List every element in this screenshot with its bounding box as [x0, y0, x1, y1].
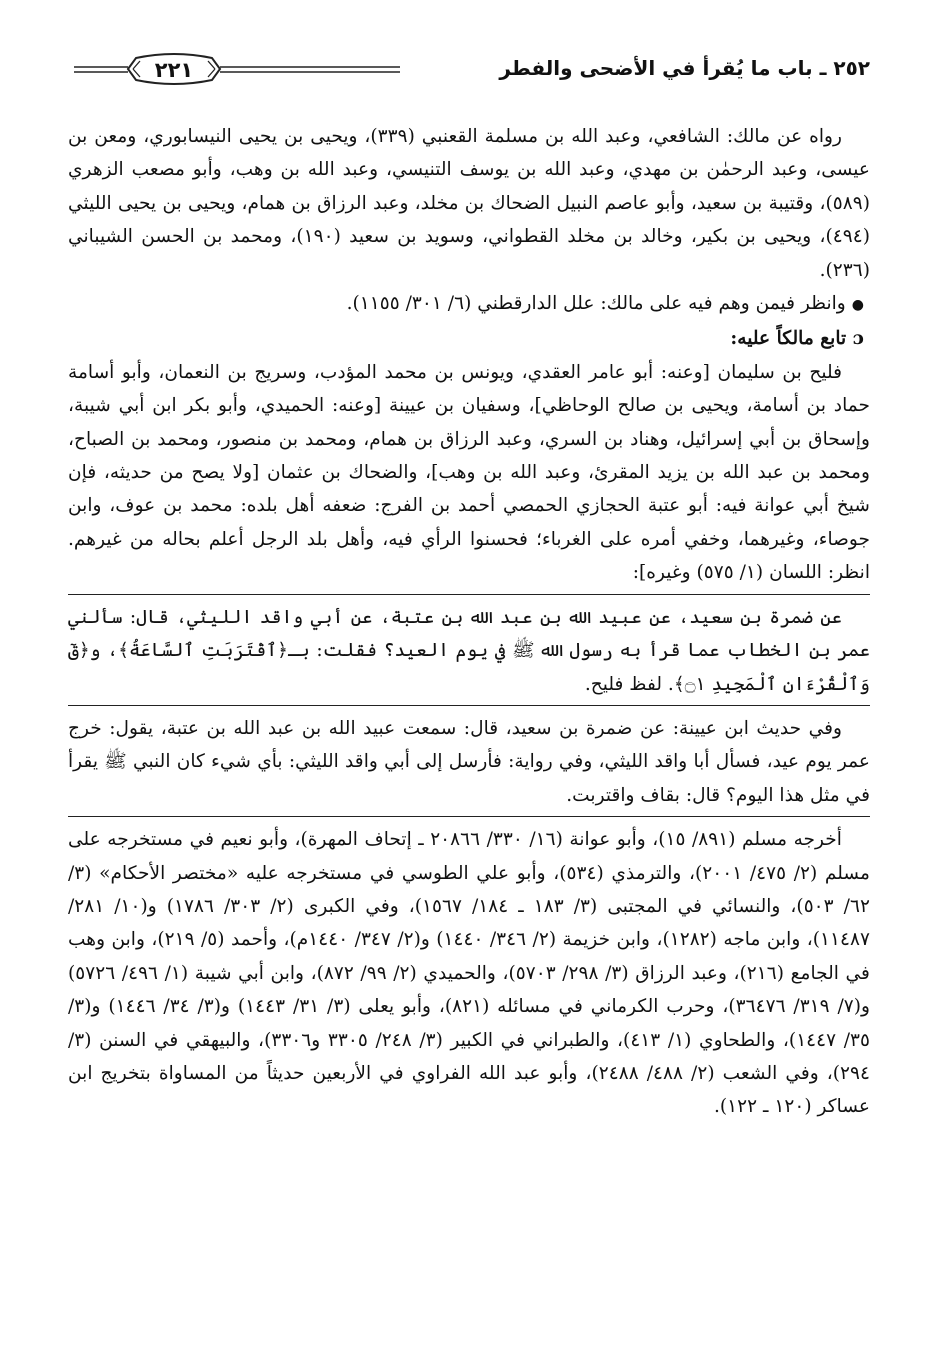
followers-paragraph: فليح بن سليمان [وعنه: أبو عامر العقدي، ويونس بن محمد المؤدب، وسريج بن النعمان، وأبو أسامة حماد بن أسامة، ويحيى بن صالح الوحاظي]، وسفيان بن عيينة [وعنه: الحميدي، وأبو بكر ابن أبي شيبة، وإسحاق بن أبي إسرائيل، وهناد بن السري، وعبد الرزاق بن همام، ومحمد بن منصور، ومحمد بن الصباح، ومحمد بن عبد الله بن يزيد المقرئ، وعبد الله بن وهب]، والضحاك بن عثمان [ولا يصح من حديثه، فإن شيخ أبي عوانة فيه: أبو عتبة الحجازي الحمصي أحمد بن الفرج: ضعفه أهل بلده: محمد بن عوف، وابن جوصاء، وغيرهما، وخفي أمره على الغرباء؛ فحسنوا الرأي فيه، وأهل بلد الرجل أعلم بحاله من غيرهم. انظر: اللسان (١/ ٥٧٥) وغيره]: [68, 361, 870, 584]
divider [68, 594, 870, 595]
page-header [70, 44, 870, 104]
page-body [68, 120, 870, 1124]
section-heading [68, 322, 870, 355]
narrators-paragraph: رواه عن مالك: الشافعي، وعبد الله بن مسلمة القعنبي (٣٣٩)، ويحيى بن يحيى النيسابوري، ومعن بن عيسى، وعبد الرحمٰن بن مهدي، وعبد الله بن يوسف التنيسي، وعبد الله بن وهب، وأبو مصعب الزهري (٥٨٩)، وقتيبة بن سعيد، وأبو عاصم النبيل الضحاك بن مخلد، وعبد الرزاق بن همام، ويحيى بن يحيى الليثي (٤٩٤)، ويحيى بن بكير، وخالد بن مخلد القطواني، وسويد بن سعيد (١٩٠)، ومحمد بن الحسن الشيباني (٢٣٦). [68, 126, 870, 281]
note-paragraph [68, 287, 870, 322]
takhrij-paragraph: أخرجه مسلم (٨٩١/ ١٥)، وأبو عوانة (١٦/ ٣٣٠/ ٢٠٨٦٦ ـ إتحاف المهرة)، وأبو نعيم في مستخرجه على مسلم (٢/ ٤٧٥/ ٢٠٠١)، والترمذي (٥٣٤)، وأبو علي الطوسي في مستخرجه عليه «مختصر الأحكام» (٣/ ٦٢/ ٥٠٣)، والنسائي في المجتبى (٣/ ١٨٣ ـ ١٨٤/ ١٥٦٧)، وفي الكبرى (٢/ ٣٠٣/ ١٧٨٦) و(١٠/ ٢٨١/ ١١٤٨٧)، وابن ماجه (١٢٨٢)، وابن خزيمة (٢/ ٣٤٦/ ١٤٤٠) و(٢/ ٣٤٧/ ١٤٤٠م)، وأحمد (٥/ ٢١٩)، وابن وهب في الجامع (٢١٦)، وعبد الرزاق (٣/ ٢٩٨/ ٥٧٠٣)، والحميدي (٢/ ٩٩/ ٨٧٢)، وابن أبي شيبة (١/ ٤٩٦/ ٥٧٢٦) و(٧/ ٣١٩/ ٣٦٤٧٦)، وحرب الكرماني في مسائله (٨٢١)، وأبو يعلى (٣/ ٣١/ ١٤٤٣) و(٣/ ٣٤/ ١٤٤٦) و(٣/ ٣٥/ ١٤٤٧)، والطحاوي (١/ ٤١٣)، والطبراني في الكبير (٣/ ٢٤٨/ ٣٣٠٥ و٣٣٠٦)، والبيهقي في السنن (٣/ ٢٩٤)، وفي الشعب (٢/ ٤٨٨/ ٢٤٨٨)، وأبو عبد الله الفراوي في الأربعين حديثاً من المساواة بتخريج ابن عساكر (١٢٠ ـ ١٢٢). [68, 829, 871, 1118]
page-number: ٢٢١ [154, 58, 194, 82]
page-number-ornament-icon [70, 46, 400, 92]
divider [68, 816, 870, 817]
bullet-icon: ● [851, 297, 864, 314]
divider [68, 705, 870, 706]
ibn-uyaynah-version: وفي حديث ابن عيينة: عن ضمرة بن سعيد، قال: سمعت عبيد الله بن عبد الله بن عتبة، يقول: خرج عمر يوم عيد، فسأل أبا واقد الليثي، وفي رواية: فأرسل إلى أبي واقد الليثي: بأي شيء كان النبي ﷺ يقرأ في مثل هذا اليوم؟ قال: بقاف واقتربت. [68, 717, 870, 806]
hadith-text: عن ضمرة بن سعيد، عن عبيد الله بن عبد الله بن عتبة، عن أبي واقد الليثي، قال: سألني عمر بن الخطاب عما قرأ به رسول الله ﷺ في يوم العيد؟ فقلت: بـ﴿ٱقْتَرَبَتِ ٱلسَّاعَةُ﴾، و﴿قٓ وَٱلْقُرْءَانِ ٱلْمَجِيدِ ۝١﴾. لفظ فليح. [68, 606, 870, 695]
section-heading-text: تابع مالكاً عليه: [730, 328, 847, 350]
page-number-frame [70, 46, 400, 92]
section-marker-icon: ɔ [846, 328, 864, 350]
note-text: وانظر فيمن وهم فيه على مالك: علل الدارقطني (٦/ ٣٠١/ ١١٥٥). [346, 293, 846, 315]
chapter-title: ٢٥٢ ـ باب ما يُقرأ في الأضحى والفطر [499, 56, 870, 80]
